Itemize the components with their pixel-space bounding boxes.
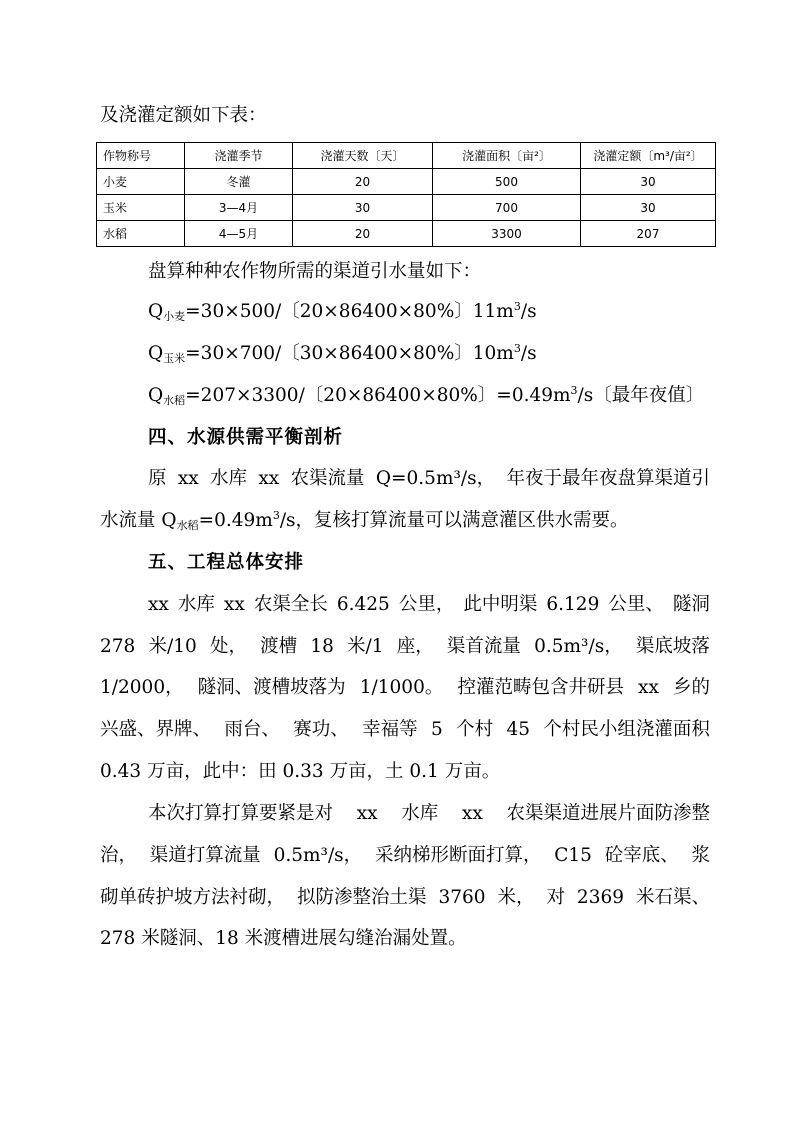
table-intro: 及浇灌定额如下表：	[100, 105, 267, 126]
section-5-para-1-line-3: 1/2000， 隧洞、渡槽坡落为 1/1000。 控灌范畴包含井研县 xx 乡的	[100, 677, 710, 698]
section-4-heading: 四、水源供需平衡剖析	[148, 427, 344, 448]
section-4-line-2: 水流量 $Q_{水稻}=0.49m^3/s$，复核打算流量可以满意灌区供水需要。	[100, 509, 629, 532]
section-4-line-1: 原 xx 水库 xx 农渠流量 Q=0.5m³/s， 年夜于最年夜盘算渠道引	[148, 468, 710, 489]
section-5-para-2-line-1: 本次打算打算要紧是对 xx 水库 xx 农渠渠道进展片面防渗整	[148, 803, 710, 824]
cell-area: 500	[433, 169, 581, 195]
table-row	[97, 221, 716, 247]
table-header-row	[97, 143, 716, 169]
cell-quota: 30	[581, 169, 716, 195]
formula-corn: $Q_{玉米}=30\times 700/$〔30×86400×80%〕$10m^3/s$	[148, 342, 537, 365]
cell-season: 3—4月	[185, 195, 293, 221]
section-5-para-2-line-4: 278 米隧洞、18 米渡槽进展勾缝治漏处置。	[100, 928, 467, 949]
cell-days: 30	[293, 195, 433, 221]
section-5-para-1-line-2: 278 米/10 处， 渡槽 18 米/1 座， 渠首流量 0.5m³/s， 渠底坡落	[100, 636, 710, 657]
cell-crop: 水稻	[97, 221, 185, 247]
section-5-para-1-line-4: 兴盛、界牌、 雨台、 赛功、 幸福等 5 个村 45 个村民小组浇灌面积	[100, 719, 710, 740]
section-5-heading: 五、工程总体安排	[148, 552, 305, 573]
section-5-para-2-line-2: 治， 渠道打算流量 0.5m³/s， 采纳梯形断面打算， C15 砼宰底、 浆	[100, 845, 710, 866]
cell-season: 冬灌	[185, 169, 293, 195]
cell-days: 20	[293, 169, 433, 195]
formula-wheat: $Q_{小麦}=30\times 500/$〔20×86400×80%〕$11m^3/s$	[148, 300, 537, 323]
table-row	[97, 195, 716, 221]
header-quota: 浇灌定额〔m³/亩²〕	[581, 143, 716, 169]
irrigation-quota-table	[96, 142, 716, 247]
cell-days: 20	[293, 221, 433, 247]
cell-crop: 玉米	[97, 195, 185, 221]
header-area: 浇灌面积〔亩²〕	[433, 143, 581, 169]
cell-quota: 207	[581, 221, 716, 247]
header-crop: 作物称号	[97, 143, 185, 169]
section-5-para-1-line-1: xx 水库 xx 农渠全长 6.425 公里， 此中明渠 6.129 公里、 隧洞	[148, 594, 710, 615]
formula-rice: $Q_{水稻}=207\times 3300/$〔20×86400×80%〕$=0.49m^3/s$〔最年夜值〕	[148, 384, 705, 407]
header-days: 浇灌天数〔天〕	[293, 143, 433, 169]
cell-season: 4—5月	[185, 221, 293, 247]
table-row	[97, 169, 716, 195]
cell-crop: 小麦	[97, 169, 185, 195]
section-5-para-2-line-3: 砌单砖护坡方法衬砌， 拟防渗整治土渠 3760 米， 对 2369 米石渠、	[100, 887, 710, 908]
section-5-para-1-line-5: 0.43 万亩，此中：田 0.33 万亩，土 0.1 万亩。	[100, 761, 501, 782]
header-season: 浇灌季节	[185, 143, 293, 169]
cell-area: 700	[433, 195, 581, 221]
cell-area: 3300	[433, 221, 581, 247]
calc-intro: 盘算种种农作物所需的渠道引水量如下：	[148, 261, 482, 282]
cell-quota: 30	[581, 195, 716, 221]
